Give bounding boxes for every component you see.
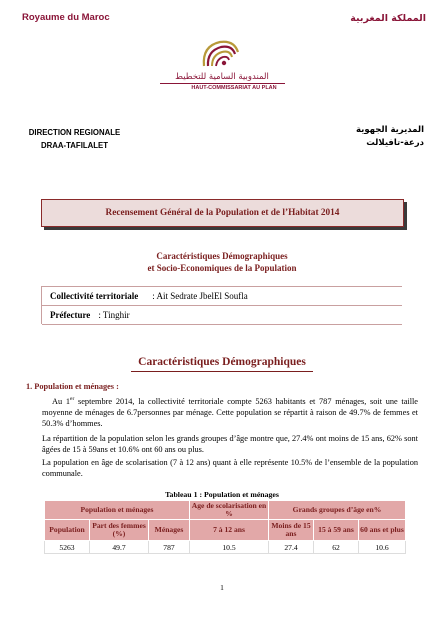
info-divider [42, 324, 402, 325]
header-kingdom-ar: المملكة المغربية [350, 13, 426, 24]
org-divider [160, 83, 285, 84]
cell-age-scol: 10.5 [190, 541, 269, 554]
table-title: Tableau 1 : Population et ménages [165, 490, 279, 499]
table-subheader-row [45, 520, 406, 541]
group-population-menages: Population et ménages [45, 501, 190, 520]
org-name-ar: المندوبية السامية للتخطيط [175, 72, 269, 82]
paragraph-1 [42, 396, 418, 429]
cell-moins15: 27.4 [269, 541, 314, 554]
collectivite-value: : Ait Sedrate JbelEl Soufla [152, 291, 248, 301]
direction-fr-line1: DIRECTION REGIONALE [28, 128, 121, 137]
info-prefecture [42, 307, 402, 323]
org-name-fr: HAUT-COMMISSARIAT AU PLAN [191, 85, 277, 91]
paragraph-1-sup: er [70, 396, 75, 403]
direction-fr-line2: DRAA-TAFILALET [41, 141, 108, 150]
paragraph-3: La population en âge de scolarisation (7 à 12 ans) quant à elle représente 10.5% de l’ensemble de la population communale. [42, 458, 418, 478]
cell-population: 5263 [45, 541, 90, 554]
cell-15-59: 62 [314, 541, 359, 554]
direction-ar-line1: المديرية الجهوية [355, 125, 424, 135]
group-grands-groupes: Grands groupes d’âge en% [269, 501, 406, 520]
collectivite-label: Collectivité territoriale [50, 291, 139, 301]
cell-menages: 787 [149, 541, 190, 554]
col-part-femmes: Part des femmes (%) [90, 520, 149, 541]
col-population: Population [45, 520, 90, 541]
paragraph-1-start: Au 1 [52, 397, 71, 406]
prefecture-value: : Tinghir [98, 310, 130, 320]
subtitle-line2: et Socio-Economiques de la Population [147, 263, 297, 273]
group-age-scolarisation: Age de scolarisation en % [190, 501, 269, 520]
hcp-logo-icon [194, 34, 246, 74]
col-moins15: Moins de 15 ans [269, 520, 314, 541]
info-divider [42, 286, 402, 287]
cell-60plus: 10.6 [359, 541, 406, 554]
paragraph-1-rest: septembre 2014, la collectivité territoriale compte 5263 habitants et 787 ménages, soit une taille moyenne de ménages de 6.7personnes par ménage. Cette population se répartit à raison de 49.7% de femmes et 50.3% d’hommes. [42, 397, 418, 428]
info-divider [42, 305, 402, 306]
prefecture-label: Préfecture [50, 310, 91, 320]
section-title-underline [131, 371, 313, 372]
page-number: 1 [220, 583, 224, 592]
col-60plus: 60 ans et plus [359, 520, 406, 541]
table-header-row [45, 501, 406, 520]
subsection-title: 1. Population et ménages : [26, 382, 119, 391]
population-table [44, 500, 406, 554]
table-row [45, 541, 406, 554]
col-age-scol: 7 à 12 ans [190, 520, 269, 541]
subtitle-line1: Caractéristiques Démographiques [156, 251, 288, 261]
direction-ar-line2: درعة-تافيلالت [366, 138, 424, 148]
info-collectivite [42, 288, 402, 304]
section-title: Caractéristiques Démographiques [138, 356, 306, 368]
header-kingdom-fr: Royaume du Maroc [22, 12, 110, 23]
direction-ar [356, 124, 424, 150]
cell-part-femmes: 49.7 [90, 541, 149, 554]
direction-fr [22, 126, 127, 152]
document-title: Recensement Général de la Population et de l’Habitat 2014 [41, 199, 404, 227]
col-15-59: 15 à 59 ans [314, 520, 359, 541]
col-menages: Ménages [149, 520, 190, 541]
paragraph-2: La répartition de la population selon les grands groupes d’âge montre que, 27.4% ont moins de 15 ans, 62% sont âgées de 15 à 59ans et 10.6% ont 60 ans ou plus. [42, 434, 418, 454]
